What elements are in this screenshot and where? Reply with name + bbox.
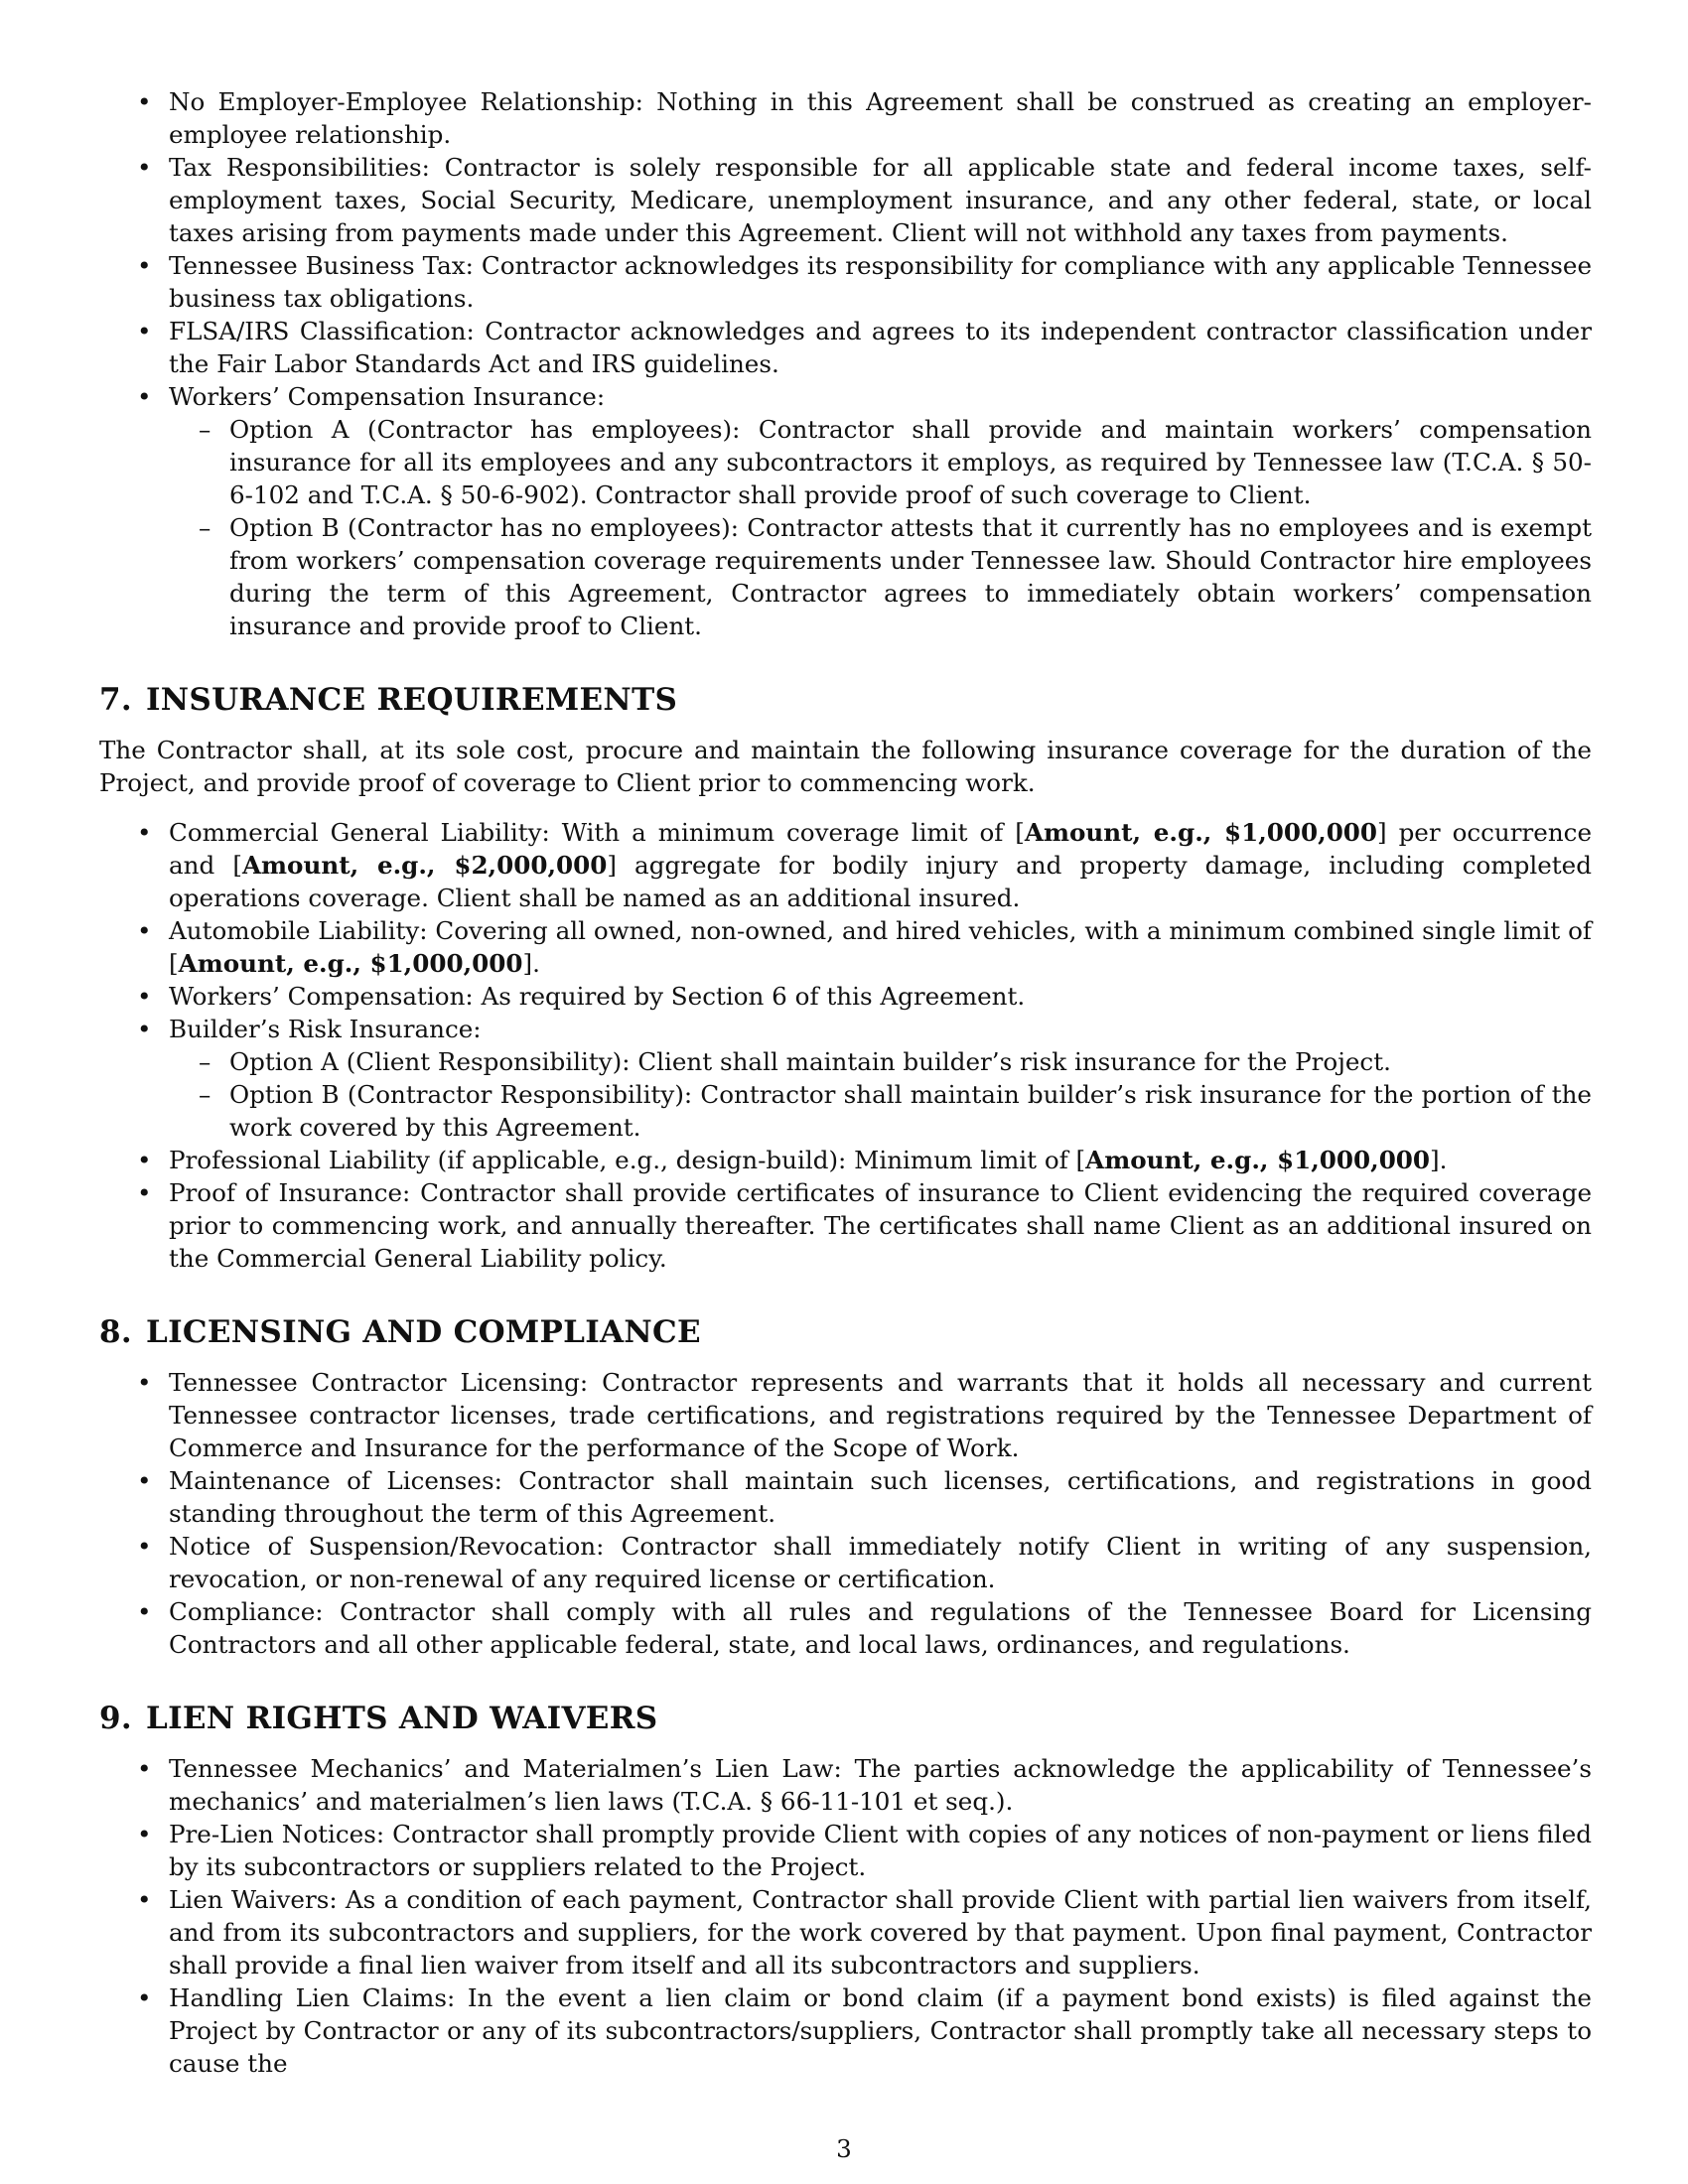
list-item <box>99 151 1592 249</box>
section-number: 8. <box>99 1314 132 1350</box>
amount-placeholder: Amount, e.g., $1,000,000 <box>178 949 523 978</box>
list-item <box>99 914 1592 980</box>
list-item <box>99 1464 1592 1530</box>
amount-placeholder: Amount, e.g., $1,000,000 <box>1024 818 1378 847</box>
list-item-text: ] aggregate for bodily injury and property damage, including completed operations coverage. Client shall be named as an additional insured. <box>169 851 1592 912</box>
sub-list-item-text: Option A (Client Responsibility): Client shall maintain builder’s risk insurance for the Project. <box>229 1047 1391 1076</box>
list-item-text: ]. <box>1430 1146 1448 1174</box>
list-item <box>99 380 1592 642</box>
list-item-text: Lien Waivers: As a condition of each payment, Contractor shall provide Client with partial lien waivers from itself, and from its subcontractors and suppliers, for the work covered by that payment. Upon final payment, Contractor shall provide a final lien waiver from itself and all its subcontractors and suppliers. <box>169 1885 1592 1979</box>
sub-list-item-text: Option B (Contractor has no employees): Contractor attests that it currently has no employees and is exempt from workers’ compensation coverage requirements under Tennessee law. Should Contractor hire employees during the term of this Agreement, Contractor agrees to immediately obtain workers’ compensation insurance and provide proof to Client. <box>229 513 1592 640</box>
list-item <box>99 980 1592 1013</box>
section-title: INSURANCE REQUIREMENTS <box>145 682 678 718</box>
amount-placeholder: Amount, e.g., $2,000,000 <box>241 851 608 880</box>
list-item-text: Tennessee Mechanics’ and Materialmen’s Lien Law: The parties acknowledge the applicability of Tennessee’s mechanics’ and materialmen’s lien laws (T.C.A. § 66-11-101 et seq.). <box>169 1754 1592 1816</box>
list-item-text: No Employer-Employee Relationship: Nothing in this Agreement shall be construed as creating an employer-employee relationship. <box>169 87 1592 149</box>
list-item <box>99 1176 1592 1275</box>
list-item <box>99 1595 1592 1661</box>
section-number: 7. <box>99 682 132 718</box>
list-item-text: Builder’s Risk Insurance: <box>169 1015 482 1043</box>
page-number: 3 <box>836 2134 852 2163</box>
section-heading <box>99 1312 1592 1352</box>
list-item <box>99 1144 1592 1176</box>
sub-list-item <box>169 1078 1592 1144</box>
list-item-text: Proof of Insurance: Contractor shall provide certificates of insurance to Client evidencing the required coverage prior to commencing work, and annually thereafter. The certificates shall name Client as an additional insured on the Commercial General Liability policy. <box>169 1178 1592 1273</box>
list-item-text: ]. <box>522 949 540 978</box>
list-item <box>99 1013 1592 1144</box>
sub-list-item-text: Option B (Contractor Responsibility): Contractor shall maintain builder’s risk insurance for the portion of the work covered by this Agreement. <box>229 1080 1592 1142</box>
workers-comp-options <box>169 413 1592 642</box>
list-item-text: Compliance: Contractor shall comply with all rules and regulations of the Tennessee Board for Licensing Contractors and all other applicable federal, state, and local laws, ordinances, and regulations. <box>169 1597 1592 1659</box>
sub-list-item-text: Option A (Contractor has employees): Contractor shall provide and maintain workers’ compensation insurance for all its employees and any subcontractors it employs, as required by Tennessee law (T.C.A. § 50-6-102 and T.C.A. § 50-6-902). Contractor shall provide proof of such coverage to Client. <box>229 415 1592 509</box>
section-title: LIEN RIGHTS AND WAIVERS <box>145 1701 658 1736</box>
list-item <box>99 1366 1592 1464</box>
section7-list <box>99 816 1592 1275</box>
document-page <box>99 85 1592 2080</box>
list-item <box>99 249 1592 315</box>
list-item-text: Maintenance of Licenses: Contractor shall maintain such licenses, certifications, and registrations in good standing throughout the term of this Agreement. <box>169 1466 1592 1528</box>
sub-list-item <box>169 511 1592 642</box>
sub-list-item <box>169 1045 1592 1078</box>
list-item-text: Pre-Lien Notices: Contractor shall promptly provide Client with copies of any notices of non-payment or liens filed by its subcontractors or suppliers related to the Project. <box>169 1820 1592 1881</box>
section-number: 9. <box>99 1701 132 1736</box>
section8-list <box>99 1366 1592 1661</box>
list-item-text: ] per occurrence and [ <box>169 818 1592 880</box>
list-item-text: Automobile Liability: Covering all owned, non-owned, and hired vehicles, with a minimum combined single limit of [ <box>169 916 1592 978</box>
section6-list <box>99 85 1592 642</box>
sub-list-item <box>169 413 1592 511</box>
list-item <box>99 1818 1592 1883</box>
section-title: LICENSING AND COMPLIANCE <box>145 1314 701 1350</box>
builders-risk-options <box>169 1045 1592 1144</box>
list-item <box>99 1530 1592 1595</box>
list-item-text: Notice of Suspension/Revocation: Contractor shall immediately notify Client in writing of any suspension, revocation, or non-renewal of any required license or certification. <box>169 1532 1592 1593</box>
list-item-text: Workers’ Compensation Insurance: <box>169 382 606 411</box>
section-heading <box>99 680 1592 720</box>
list-item <box>99 1981 1592 2080</box>
section-intro: The Contractor shall, at its sole cost, procure and maintain the following insurance coverage for the duration of the Project, and provide proof of coverage to Client prior to commencing work. <box>99 736 1592 797</box>
list-item <box>99 1883 1592 1981</box>
list-item <box>99 1752 1592 1818</box>
list-item <box>99 85 1592 151</box>
list-item <box>99 315 1592 380</box>
section9-list <box>99 1752 1592 2080</box>
list-item-text: Tennessee Contractor Licensing: Contractor represents and warrants that it holds all necessary and current Tennessee contractor licenses, trade certifications, and registrations required by the Tennessee Department of Commerce and Insurance for the performance of the Scope of Work. <box>169 1368 1592 1462</box>
list-item-text: Handling Lien Claims: In the event a lien claim or bond claim (if a payment bond exists) is filed against the Project by Contractor or any of its subcontractors/suppliers, Contractor shall promptly take all necessary steps to cause the <box>169 1983 1592 2078</box>
list-item-text: Workers’ Compensation: As required by Section 6 of this Agreement. <box>169 982 1026 1011</box>
list-item-text: Commercial General Liability: With a minimum coverage limit of [ <box>169 818 1025 847</box>
list-item-text: Tax Responsibilities: Contractor is solely responsible for all applicable state and federal income taxes, self-employment taxes, Social Security, Medicare, unemployment insurance, and any other federal, state, or local taxes arising from payments made under this Agreement. Client will not withhold any taxes from payments. <box>169 153 1592 247</box>
list-item-text: Professional Liability (if applicable, e.g., design-build): Minimum limit of [ <box>169 1146 1086 1174</box>
list-item-text: FLSA/IRS Classification: Contractor acknowledges and agrees to its independent contractor classification under the Fair Labor Standards Act and IRS guidelines. <box>169 317 1592 378</box>
amount-placeholder: Amount, e.g., $1,000,000 <box>1085 1146 1431 1174</box>
section-heading <box>99 1699 1592 1738</box>
list-item-text: Tennessee Business Tax: Contractor acknowledges its responsibility for compliance with any applicable Tennessee business tax obligations. <box>169 251 1592 313</box>
list-item <box>99 816 1592 914</box>
